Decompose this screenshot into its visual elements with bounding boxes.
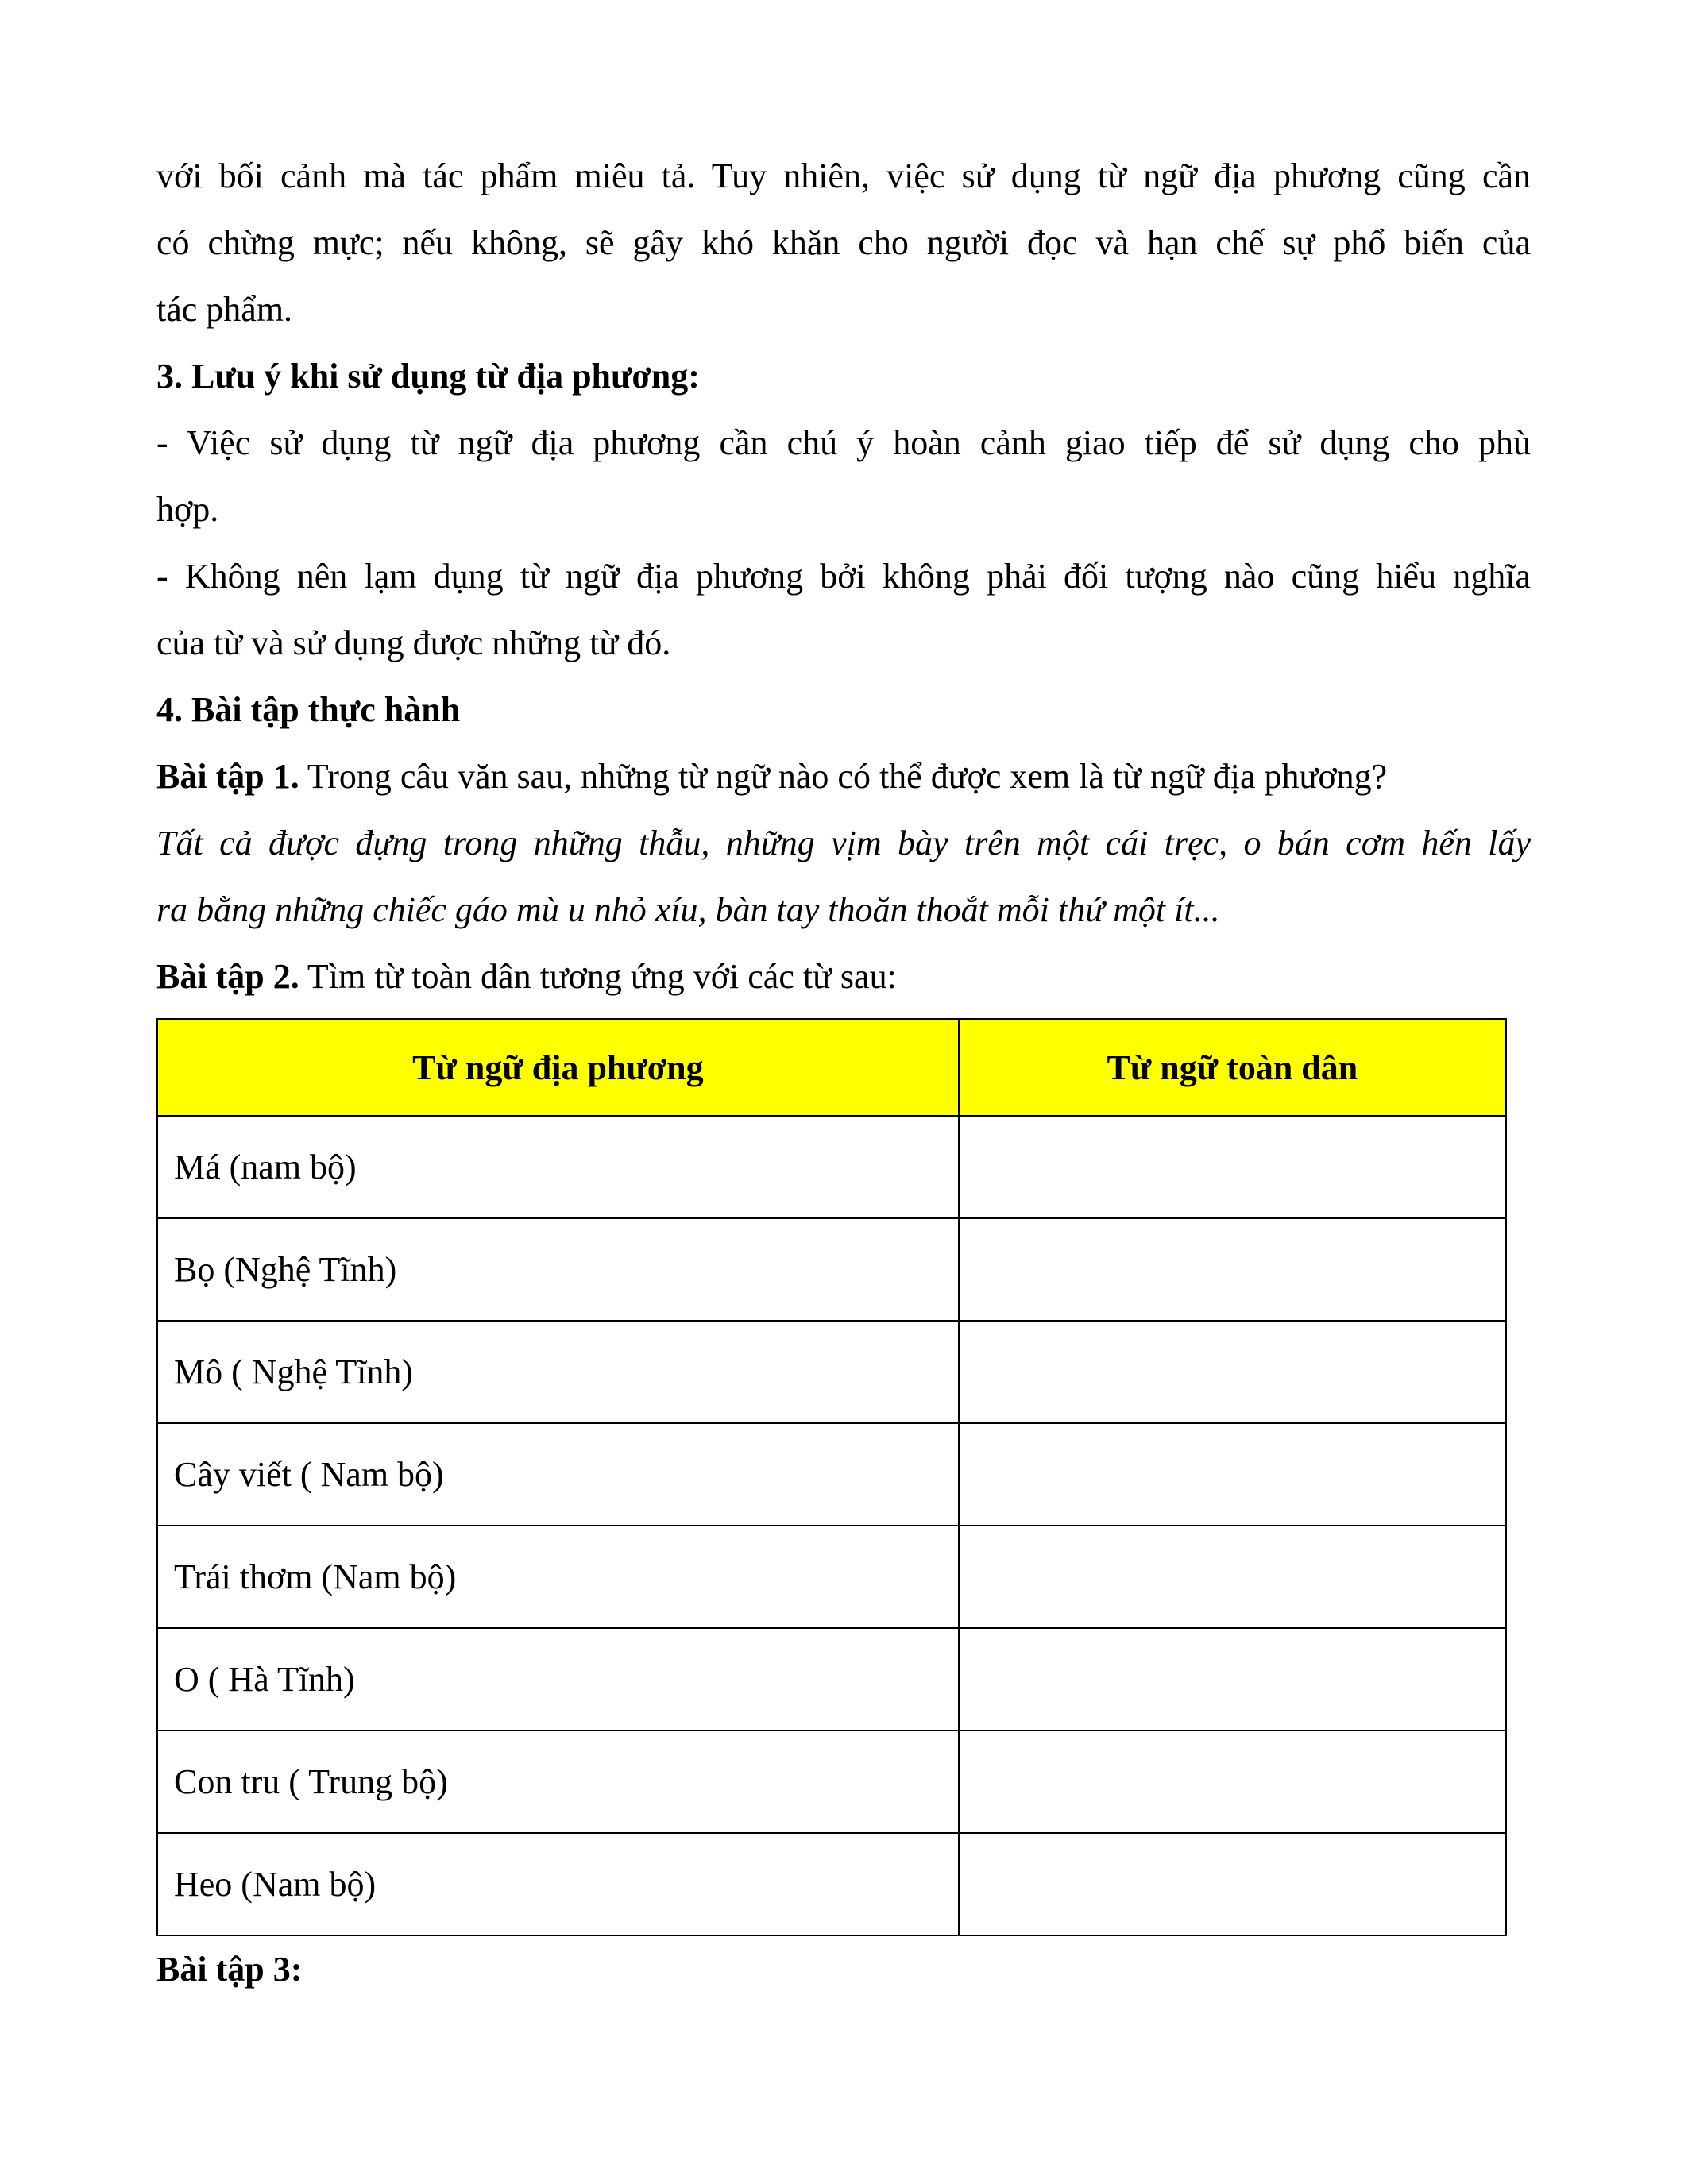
exercise-1-text: Trong câu văn sau, những từ ngữ nào có thể được xem là từ ngữ địa phương? xyxy=(299,757,1388,796)
standard-word-cell xyxy=(959,1218,1506,1321)
table-row xyxy=(157,1423,1506,1526)
standard-word-cell xyxy=(959,1321,1506,1423)
local-word-cell: Má (nam bộ) xyxy=(157,1116,959,1218)
table-row xyxy=(157,1731,1506,1833)
standard-word-cell xyxy=(959,1116,1506,1218)
standard-word-cell xyxy=(959,1833,1506,1935)
table-row xyxy=(157,1833,1506,1935)
exercise-1-label: Bài tập 1. xyxy=(156,757,299,796)
header-standard-words: Từ ngữ toàn dân xyxy=(959,1019,1506,1116)
exercise-1-quote: ra bằng những chiếc gáo mù u nhỏ xíu, bàn tay thoăn thoắt mỗi thứ một ít... xyxy=(156,890,1220,929)
table-row xyxy=(157,1116,1506,1218)
bullet-line: - Không nên lạm dụng từ ngữ địa phương bởi không phải đối tượng nào cũng hiểu nghĩa xyxy=(156,557,1531,596)
dialect-words-table xyxy=(156,1018,1507,1936)
exercise-1 xyxy=(156,743,1531,810)
document-page xyxy=(156,143,1531,2003)
table-header-row xyxy=(157,1019,1506,1116)
paragraph-line: có chừng mực; nếu không, sẽ gây khó khăn cho người đọc và hạn chế sự phổ biến của xyxy=(156,223,1531,262)
standard-word-cell xyxy=(959,1423,1506,1526)
section-heading-4: 4. Bài tập thực hành xyxy=(156,690,461,729)
local-word-cell: Cây viết ( Nam bộ) xyxy=(157,1423,959,1526)
local-word-cell: Con tru ( Trung bộ) xyxy=(157,1731,959,1833)
bullet-line: - Việc sử dụng từ ngữ địa phương cần chú ý hoàn cảnh giao tiếp để sử dụng cho phù xyxy=(156,423,1531,462)
paragraph-line: với bối cảnh mà tác phẩm miêu tả. Tuy nhiên, việc sử dụng từ ngữ địa phương cũng cần xyxy=(156,156,1531,195)
paragraph-line: tác phẩm. xyxy=(156,290,293,329)
standard-word-cell xyxy=(959,1731,1506,1833)
header-local-words: Từ ngữ địa phương xyxy=(157,1019,959,1116)
local-word-cell: Mô ( Nghệ Tĩnh) xyxy=(157,1321,959,1423)
table-row xyxy=(157,1321,1506,1423)
table-row xyxy=(157,1218,1506,1321)
exercise-2-text: Tìm từ toàn dân tương ứng với các từ sau: xyxy=(299,957,897,996)
local-word-cell: O ( Hà Tĩnh) xyxy=(157,1628,959,1731)
exercise-1-quote: Tất cả được đựng trong những thẫu, những vịm bày trên một cái trẹc, o bán cơm hến lấy xyxy=(156,824,1531,862)
standard-word-cell xyxy=(959,1526,1506,1628)
table-row xyxy=(157,1628,1506,1731)
bullet-line: hợp. xyxy=(156,490,219,529)
local-word-cell: Bọ (Nghệ Tĩnh) xyxy=(157,1218,959,1321)
standard-word-cell xyxy=(959,1628,1506,1731)
bullet-line: của từ và sử dụng được những từ đó. xyxy=(156,623,671,662)
local-word-cell: Trái thơm (Nam bộ) xyxy=(157,1526,959,1628)
exercise-3-label: Bài tập 3: xyxy=(156,1950,303,1989)
table-row xyxy=(157,1526,1506,1628)
section-heading-3: 3. Lưu ý khi sử dụng từ địa phương: xyxy=(156,357,700,396)
exercise-2 xyxy=(156,943,1531,1010)
local-word-cell: Heo (Nam bộ) xyxy=(157,1833,959,1935)
exercise-2-label: Bài tập 2. xyxy=(156,957,299,996)
